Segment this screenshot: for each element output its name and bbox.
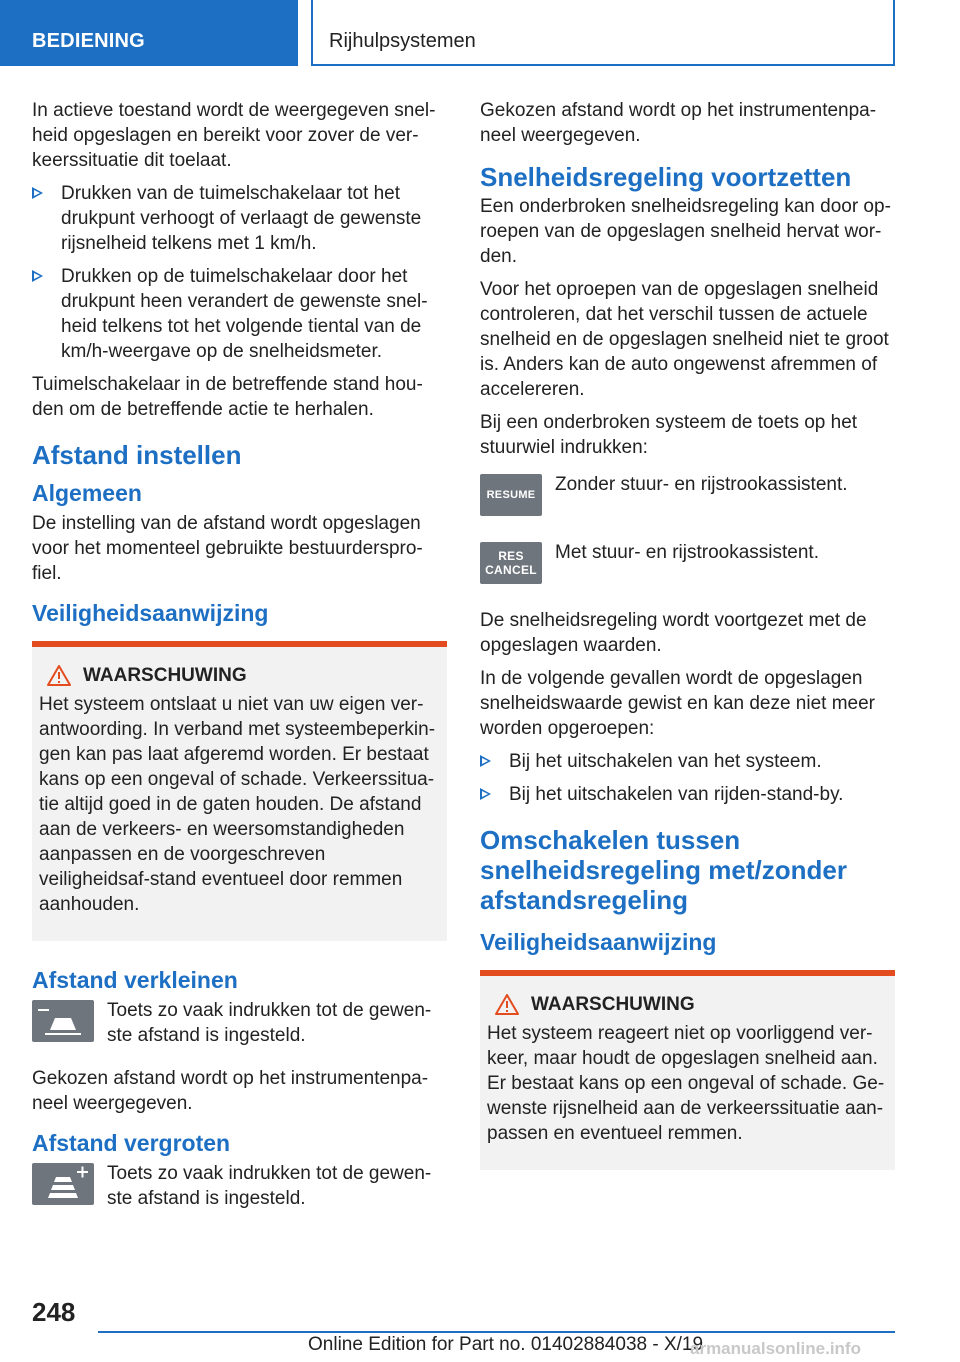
res-cancel-button-label <box>485 549 537 577</box>
list-item <box>480 749 895 774</box>
heading-omschakelen: Omschakelen tussen snelheidsregeling met/zonder afstandsregeling <box>480 825 847 915</box>
footer-rule <box>98 1331 895 1333</box>
paragraph: Bij een onderbroken systeem de toets op het stuurwiel indrukken: <box>480 412 858 458</box>
edition-text: Online Edition for Part no. 01402884038 - X/19 <box>308 1334 704 1355</box>
site-watermark: armanualsonline.info <box>690 1339 861 1358</box>
list-item <box>32 264 447 364</box>
list-item-text: Drukken van de tuimelschakelaar tot het drukpunt verhoogt of verlaagt de gewenste rijsnelheid telkens met 1 km/h. <box>61 183 422 254</box>
page-header <box>0 0 960 66</box>
warning-triangle-icon <box>47 665 71 686</box>
bullet-triangle-icon <box>32 187 43 199</box>
distance-increase-text: Toets zo vaak indrukken tot de gewen-ste afstand is ingesteld. <box>107 1163 432 1209</box>
right-column <box>480 98 895 1188</box>
warning-title-text: WAARSCHUWING <box>531 994 695 1015</box>
list-item <box>32 181 447 256</box>
heading-veiligheidsaanwijzing: Veiligheidsaanwijzing <box>32 600 269 626</box>
warning-body: Het systeem reageert niet op voorliggend ver-keer, maar houdt de opgeslagen snelheid aan. Er bestaat kans op een ongeval of schade. Ge-wenste rijsnelheid aan de verkeerssituatie aan-passen en eventueel remmen. <box>487 1023 885 1144</box>
paragraph: In actieve toestand wordt de weergegeven snel-heid opgeslagen en bereikt voor zover de ver-keerssituatie dit toelaat. <box>32 100 436 171</box>
bullet-triangle-icon <box>480 755 491 767</box>
paragraph: Voor het oproepen van de opgeslagen snelheid controleren, dat het verschil tussen de actuele snelheid en de opgeslagen snelheid niet te groot is. Anders kan de auto ongewenst afremmen of accelereren. <box>480 279 889 400</box>
resume-button-label: RESUME <box>486 489 536 501</box>
left-column <box>32 98 447 1229</box>
heading-afstand-verkleinen: Afstand verkleinen <box>32 967 238 993</box>
list-item-text: Bij het uitschakelen van het systeem. <box>509 751 822 772</box>
resume-row <box>480 472 895 530</box>
warning-title-text: WAARSCHUWING <box>83 665 247 686</box>
chapter-title: Rijhulpsystemen <box>311 0 895 66</box>
res-cancel-button <box>480 542 542 584</box>
paragraph: Tuimelschakelaar in de betreffende stand hou-den om de betreffende actie te herhalen. <box>32 374 423 420</box>
page-number: 248 <box>32 1297 76 1327</box>
list-item-text: Drukken op de tuimelschakelaar door het drukpunt heen verandert de gewenste snel-heid telkens tot het volgende tiental van de km/h-weergave op de snelheidsmeter. <box>61 266 428 362</box>
rescancel-text: Met stuur- en rijstrookassistent. <box>555 542 819 563</box>
warning-body: Het systeem ontslaat u niet van uw eigen ver-antwoording. In verband met systeembeperkin-gen kan pas laat afgeremd worden. Er bestaat kans op een ongeval of schade. Verkeerssitua-tie altijd goed in de gaten houden. De afstand aan de verkeers- en weersomstandigheden aanpassen en de voorgeschreven veiligheidsaf-stand eventueel door remmen aanhouden. <box>39 694 436 915</box>
rescancel-row <box>480 540 895 598</box>
list-item <box>480 782 895 807</box>
paragraph: De snelheidsregeling wordt voortgezet met de opgeslagen waarden. <box>480 610 867 656</box>
warning-box <box>32 641 447 941</box>
distance-plus-icon <box>32 1163 94 1205</box>
bullet-triangle-icon <box>32 270 43 282</box>
heading-snelheidsregeling-voortzetten: Snelheidsregeling voortzetten <box>480 162 852 192</box>
heading-algemeen: Algemeen <box>32 480 142 506</box>
distance-minus-icon <box>32 1000 94 1042</box>
heading-veiligheidsaanwijzing: Veiligheidsaanwijzing <box>480 929 717 955</box>
paragraph: Een onderbroken snelheidsregeling kan door op-roepen van de opgeslagen snelheid hervat wor-den. <box>480 196 891 267</box>
warning-title <box>487 992 887 1017</box>
warning-box <box>480 970 895 1170</box>
heading-afstand-instellen: Afstand instellen <box>32 440 242 470</box>
paragraph: De instelling van de afstand wordt opgeslagen voor het momenteel gebruikte bestuurderspro-fiel. <box>32 513 423 584</box>
warning-triangle-icon <box>495 994 519 1015</box>
paragraph: In de volgende gevallen wordt de opgeslagen snelheidswaarde gewist en kan deze niet meer worden opgeroepen: <box>480 668 876 739</box>
bullet-triangle-icon <box>480 788 491 800</box>
paragraph: Gekozen afstand wordt op het instrumentenpa-neel weergegeven. <box>32 1068 429 1114</box>
list-item-text: Bij het uitschakelen van rijden-stand-by. <box>509 784 844 805</box>
distance-decrease-button <box>32 1000 94 1042</box>
res-label: RES <box>498 549 524 563</box>
heading-afstand-vergroten: Afstand vergroten <box>32 1130 231 1156</box>
resume-text: Zonder stuur- en rijstrookassistent. <box>555 474 848 495</box>
resume-button <box>480 474 542 516</box>
section-tab: BEDIENING <box>0 0 298 66</box>
warning-title <box>39 663 439 688</box>
cancel-label: CANCEL <box>485 563 537 577</box>
paragraph: Gekozen afstand wordt op het instrumentenpa-neel weergegeven. <box>480 100 877 146</box>
distance-decrease-text: Toets zo vaak indrukken tot de gewen-ste afstand is ingesteld. <box>107 1000 432 1046</box>
distance-decrease-row <box>32 998 447 1056</box>
distance-increase-row <box>32 1161 447 1219</box>
distance-increase-button <box>32 1163 94 1205</box>
